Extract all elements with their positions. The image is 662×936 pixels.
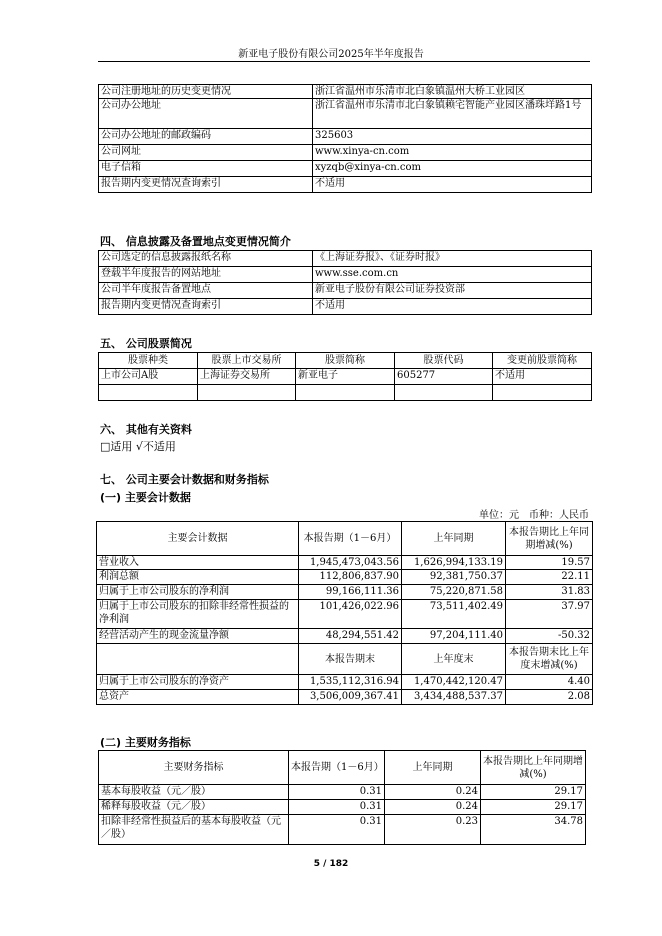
prior-period-value: 75,220,871.58 [402, 585, 506, 600]
table-row [99, 161, 592, 177]
table-row [97, 570, 593, 585]
disclosure-table [98, 250, 592, 315]
column-header: 本报告期末比上年度末增减(%) [506, 644, 593, 675]
row-label: 公司注册地址的历史变更情况 [99, 85, 313, 99]
current-period-value: 99,166,111.36 [299, 585, 402, 600]
row-label: 报告期内变更情况查询索引 [99, 177, 313, 193]
column-header: 变更前股票简称 [493, 353, 592, 369]
column-header: 股票上市交易所 [198, 353, 296, 369]
table-cell: 上市公司A股 [99, 369, 198, 385]
table-row [97, 600, 593, 629]
table-cell [198, 385, 296, 401]
row-label: 公司选定的信息披露报纸名称 [99, 251, 313, 267]
table-header-row [97, 522, 593, 556]
prior-period-value: 0.23 [385, 815, 481, 845]
page-header: 新亚电子股份有限公司2025年半年度报告 [238, 49, 424, 60]
table-cell [97, 644, 299, 675]
column-header: 股票代码 [395, 353, 493, 369]
change-percent: 34.78 [481, 815, 586, 845]
row-value: 《上海证券报》、《证券时报》 [313, 251, 592, 267]
table-cell [493, 385, 592, 401]
column-header: 本报告期（1－6月） [299, 522, 402, 556]
column-header: 上年同期 [402, 522, 506, 556]
current-period-value: 112,806,837.90 [299, 570, 402, 585]
column-header: 本报告期（1－6月） [289, 751, 385, 785]
table-row [99, 800, 586, 815]
column-header: 股票种类 [99, 353, 198, 369]
row-value: 新亚电子股份有限公司证券投资部 [313, 283, 592, 299]
column-header: 本报告期末 [299, 644, 402, 675]
financial-indicators-table [98, 750, 586, 845]
table-cell: 不适用 [493, 369, 592, 385]
table-row [97, 585, 593, 600]
current-period-value: 101,426,022.96 [299, 600, 402, 629]
row-label: 利润总额 [97, 570, 299, 585]
table-row [99, 267, 592, 283]
row-value: 浙江省温州市乐清市北白象镇温州大桥工业园区 [313, 85, 592, 99]
table-cell [395, 385, 493, 401]
row-value: www.xinya-cn.com [313, 145, 592, 161]
row-value: xyzqb@xinya-cn.com [313, 161, 592, 177]
row-label: 报告期内变更情况查询索引 [99, 299, 313, 315]
row-value: 325603 [313, 129, 592, 145]
table-row [99, 299, 592, 315]
table-header-row [97, 644, 593, 675]
period-end-value: 3,506,009,367.41 [299, 690, 402, 705]
change-percent: 4.40 [506, 675, 593, 690]
current-period-value: 0.31 [289, 815, 385, 845]
change-percent: 19.57 [506, 556, 593, 570]
prior-year-end-value: 1,470,442,120.47 [402, 675, 506, 690]
change-percent: 2.08 [506, 690, 593, 705]
table-row [99, 815, 586, 845]
unit-note: 单位：元 币种：人民币 [479, 510, 589, 521]
section6-heading: 六、 其他有关资料 [100, 423, 192, 436]
table-row [97, 675, 593, 690]
row-label: 公司办公地址的邮政编码 [99, 129, 313, 145]
change-percent: 37.97 [506, 600, 593, 629]
row-value: 浙江省温州市乐清市北白象镇赖宅智能产业园区潘珠垟路1号 [313, 99, 592, 129]
table-row [99, 129, 592, 145]
row-label: 总资产 [97, 690, 299, 705]
column-header: 主要会计数据 [97, 522, 299, 556]
prior-period-value: 92,381,750.37 [402, 570, 506, 585]
change-percent: 29.17 [481, 785, 586, 800]
prior-year-end-value: 3,434,488,537.37 [402, 690, 506, 705]
row-label: 扣除非经常性损益后的基本每股收益（元／股） [99, 815, 289, 845]
section4-heading: 四、 信息披露及备置地点变更情况简介 [100, 235, 291, 248]
table-row [99, 369, 592, 385]
row-label: 营业收入 [97, 556, 299, 570]
row-value: 不适用 [313, 177, 592, 193]
column-header: 本报告期比上年同期增减(%) [481, 751, 586, 785]
row-label: 公司办公地址 [99, 99, 313, 129]
row-label: 基本每股收益（元／股） [99, 785, 289, 800]
table-row [99, 385, 592, 401]
current-period-value: 0.31 [289, 800, 385, 815]
period-end-value: 1,535,112,316.94 [299, 675, 402, 690]
table-cell: 上海证券交易所 [198, 369, 296, 385]
table-header-row [99, 353, 592, 369]
row-label: 电子信箱 [99, 161, 313, 177]
table-row [99, 145, 592, 161]
table-row [99, 283, 592, 299]
column-header: 上年度末 [402, 644, 506, 675]
page-number: 5 / 182 [313, 859, 349, 869]
prior-period-value: 1,626,994,133.19 [402, 556, 506, 570]
stock-table [98, 352, 592, 401]
current-period-value: 0.31 [289, 785, 385, 800]
row-label: 归属于上市公司股东的净利润 [97, 585, 299, 600]
table-header-row [99, 751, 586, 785]
section7-heading: 七、 公司主要会计数据和财务指标 [100, 473, 269, 486]
column-header: 本报告期比上年同期增减(%) [506, 522, 593, 556]
column-header: 股票简称 [296, 353, 395, 369]
row-label: 归属于上市公司股东的净资产 [97, 675, 299, 690]
prior-period-value: 97,204,111.40 [402, 629, 506, 644]
table-row [99, 785, 586, 800]
table-cell [296, 385, 395, 401]
table-row [97, 690, 593, 705]
table-row [97, 556, 593, 570]
row-value: 不适用 [313, 299, 592, 315]
table-cell: 605277 [395, 369, 493, 385]
table-row [99, 85, 592, 99]
section5-heading: 五、 公司股票简况 [100, 337, 192, 350]
table-cell: 新亚电子 [296, 369, 395, 385]
table-row [99, 99, 592, 129]
row-label: 公司半年度报告备置地点 [99, 283, 313, 299]
change-percent: 22.11 [506, 570, 593, 585]
accounting-data-subheading: (一) 主要会计数据 [100, 491, 191, 504]
table-row [99, 251, 592, 267]
column-header: 主要财务指标 [99, 751, 289, 785]
change-percent: 31.83 [506, 585, 593, 600]
change-percent: 29.17 [481, 800, 586, 815]
applicability-checkbox: □适用 √不适用 [100, 440, 176, 453]
row-value: www.sse.com.cn [313, 267, 592, 283]
prior-period-value: 73,511,402.49 [402, 600, 506, 629]
table-cell [99, 385, 198, 401]
row-label: 登载半年度报告的网站地址 [99, 267, 313, 283]
column-header: 上年同期 [385, 751, 481, 785]
row-label: 稀释每股收益（元／股） [99, 800, 289, 815]
current-period-value: 48,294,551.42 [299, 629, 402, 644]
accounting-data-table [96, 521, 593, 705]
row-label: 公司网址 [99, 145, 313, 161]
current-period-value: 1,945,473,043.56 [299, 556, 402, 570]
contact-table [98, 84, 592, 193]
prior-period-value: 0.24 [385, 785, 481, 800]
change-percent: -50.32 [506, 629, 593, 644]
prior-period-value: 0.24 [385, 800, 481, 815]
row-label: 归属于上市公司股东的扣除非经常性损益的净利润 [97, 600, 299, 629]
financial-indicators-subheading: (二) 主要财务指标 [100, 736, 191, 749]
table-row [99, 177, 592, 193]
row-label: 经营活动产生的现金流量净额 [97, 629, 299, 644]
table-row [97, 629, 593, 644]
header-rule [98, 61, 590, 62]
